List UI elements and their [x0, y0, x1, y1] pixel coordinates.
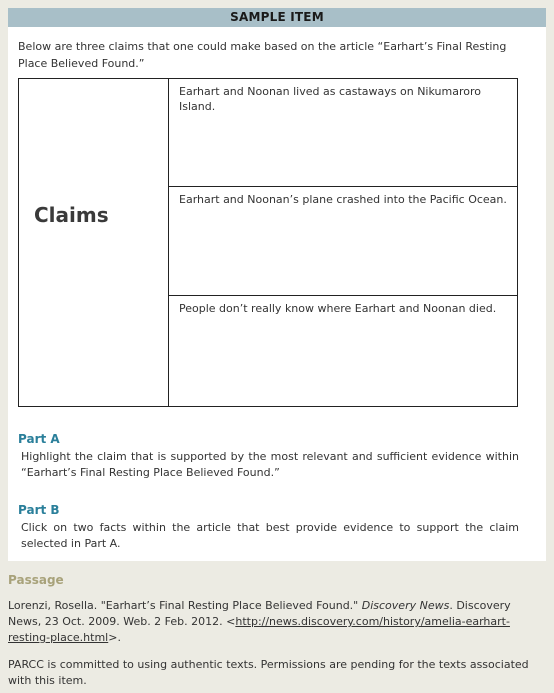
claim-option-3[interactable]: People don’t really know where Earhart and Noonan died. [179, 302, 497, 315]
citation-source: Discovery News [361, 599, 450, 612]
sample-item-card [8, 8, 546, 561]
claims-label-cell [19, 79, 169, 406]
part-b-text: Click on two facts within the article that best provide evidence to support the claim selected in Part A. [21, 521, 519, 550]
sample-item-header: SAMPLE ITEM [8, 8, 546, 27]
citation-url-link[interactable]: http://news.discovery.com/history/amelia-earhart-resting-place.html [8, 615, 510, 644]
intro-text: Below are three claims that one could make based on the article “Earhart’s Final Resting Place Believed Found.” [18, 40, 507, 70]
permissions-notice: PARCC is committed to using authentic texts. Permissions are pending for the texts associated with this item. [8, 658, 529, 687]
claims-label: Claims [34, 203, 109, 227]
claim-option-2[interactable]: Earhart and Noonan’s plane crashed into the Pacific Ocean. [169, 187, 517, 296]
passage-title: Passage [8, 573, 64, 587]
passage-citation [8, 598, 544, 646]
citation-prefix: Lorenzi, Rosella. "Earhart’s Final Resting Place Believed Found." [8, 599, 362, 612]
claims-table [18, 78, 518, 407]
part-a-text: Highlight the claim that is supported by the most relevant and sufficient evidence within “Earhart’s Final Resting Place Believed Found.” [21, 450, 519, 479]
citation-middle: . Discovery News, 23 Oct. 2009. Web. 2 Feb. 2012. < [8, 599, 511, 628]
citation-suffix: >. [108, 631, 121, 644]
part-a-title: Part A [18, 432, 60, 446]
part-b-title: Part B [18, 503, 60, 517]
claim-option-1[interactable]: Earhart and Noonan lived as castaways on Nikumaroro Island. [169, 79, 517, 187]
